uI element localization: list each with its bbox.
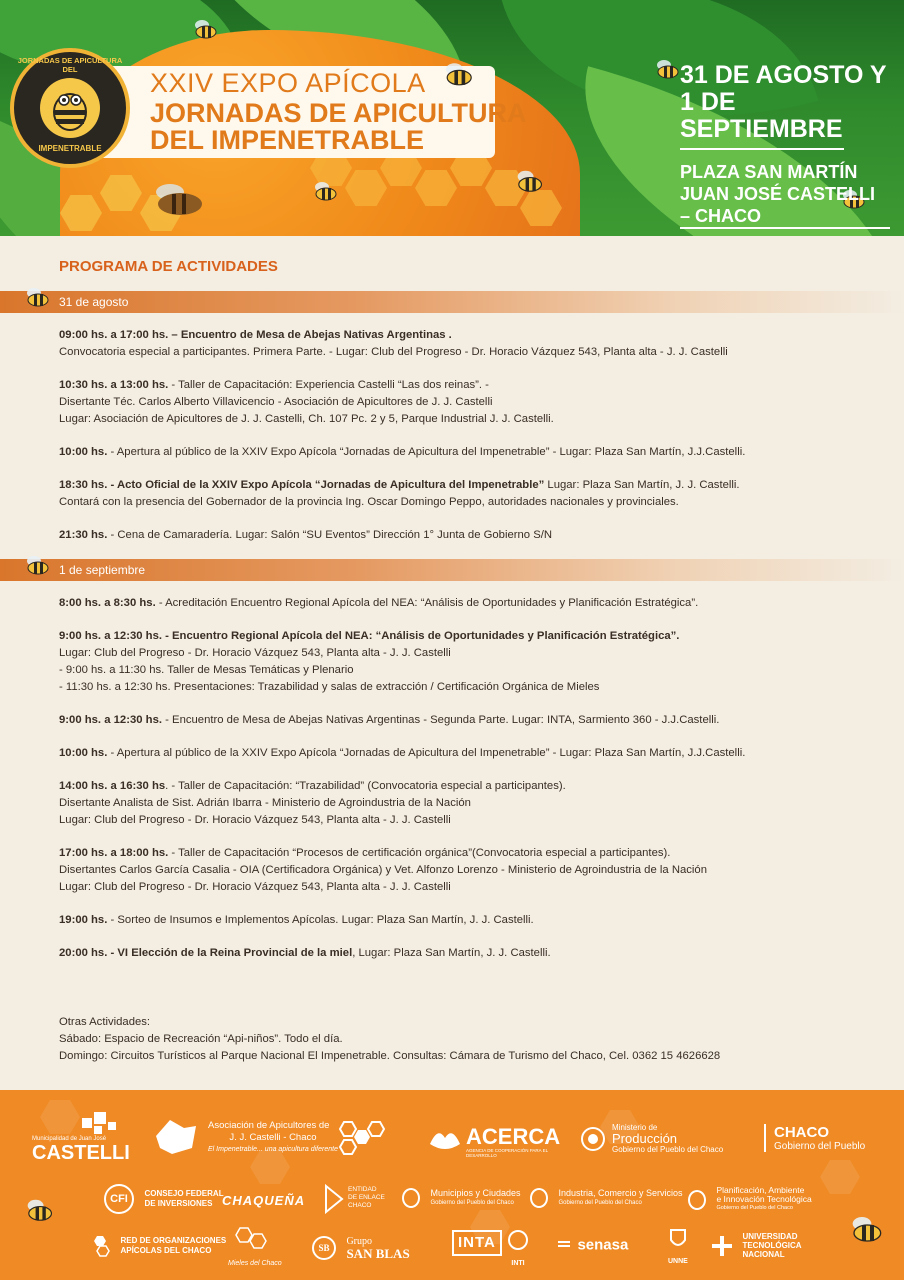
produccion-line2: Producción <box>612 1131 678 1146</box>
cfi-line1: CONSEJO FEDERAL <box>144 1189 224 1198</box>
bee-icon <box>22 1196 56 1224</box>
venue-line-1: PLAZA SAN MARTÍN <box>680 162 858 182</box>
inta-name: INTA <box>458 1234 496 1251</box>
chaquena-logo <box>222 1192 305 1210</box>
chaco-shield-icon <box>688 1190 706 1210</box>
event-detail: Contará con la presencia del Gobernador de la provincia Ing. Oscar Domingo Peppo, autoridades nacionales y provinciales. <box>59 496 679 508</box>
event-line <box>59 679 879 696</box>
sanblas-mark: SB <box>312 1236 336 1260</box>
bee-icon <box>512 168 546 194</box>
industria-line2: Gobierno del Pueblo del Chaco <box>558 1200 642 1206</box>
badge-text-top: JORNADAS DE APICULTURA DEL <box>17 56 123 74</box>
cfi-mark: CFI <box>104 1184 134 1214</box>
sponsor-footer <box>0 1090 904 1280</box>
planificacion-line1: Planificación, Ambiente <box>716 1185 805 1195</box>
event-line <box>59 377 879 394</box>
bee-icon <box>22 285 52 309</box>
produccion-line3: Gobierno del Pueblo del Chaco <box>612 1145 724 1154</box>
otras-title: Otras Actividades: <box>59 1016 151 1028</box>
event-line <box>59 527 879 544</box>
date-line-1: 31 DE AGOSTO Y <box>680 61 887 89</box>
event-time-title: 10:30 hs. a 13:00 hs. <box>59 379 169 391</box>
programa-title: PROGRAMA DE ACTIVIDADES <box>59 258 278 275</box>
event-item <box>59 527 879 544</box>
castelli-sub: Municipalidad de Juan José <box>32 1136 107 1142</box>
event-line <box>59 712 879 729</box>
sanblas-line2: SAN BLAS <box>346 1246 410 1261</box>
event-detail: - Acreditación Encuentro Regional Apícola del NEA: “Análisis de Oportunidades y Planificación Estratégica”. <box>155 597 699 609</box>
event-detail: - Sorteo de Insumos e Implementos Apícolas. Lugar: Plaza San Martín, J. J. Castelli. <box>107 914 534 926</box>
otras-line-1: Sábado: Espacio de Recreación “Api-niños”. Todo el día. <box>59 1033 343 1045</box>
event-item <box>59 628 879 696</box>
utn-line3: NACIONAL <box>742 1250 785 1259</box>
planificacion-ambiente-logo <box>688 1186 812 1213</box>
asociacion-line2: J. J. Castelli - Chaco <box>229 1132 317 1143</box>
event-time-title: 10:00 hs. <box>59 446 108 458</box>
asociacion-line1: Asociación de Apicultores de <box>208 1120 330 1131</box>
event-time-title: 09:00 hs. a 17:00 hs. – Encuentro de Mesa de Abejas Nativas Argentinas . <box>59 329 452 341</box>
event-line <box>59 645 879 662</box>
hex-decoration <box>820 1160 860 1194</box>
cfi-line2: DE INVERSIONES <box>144 1199 213 1208</box>
expo-title: XXIV EXPO APÍCOLA <box>150 68 426 98</box>
otras-actividades <box>59 1014 859 1065</box>
jornadas-badge-logo <box>10 48 130 168</box>
venue-line-2-text: JUAN JOSÉ CASTELLI – CHACO <box>680 183 890 229</box>
event-line <box>59 595 879 612</box>
castelli-name: CASTELLI <box>32 1142 130 1164</box>
jornadas-title-line1: JORNADAS DE APICULTURA <box>150 98 527 128</box>
entidad-triangle-icon <box>324 1184 344 1214</box>
industria-line1: Industria, Comercio y Servicios <box>558 1188 683 1198</box>
day-label: 31 de agosto <box>59 295 129 309</box>
event-line <box>59 795 879 812</box>
event-date-block <box>680 62 890 229</box>
planificacion-line2: e Innovación Tecnológica <box>716 1194 812 1204</box>
honeycomb-icon <box>234 1226 274 1252</box>
municipios-ciudades-logo <box>402 1188 521 1208</box>
day-label: 1 de septiembre <box>59 563 146 577</box>
event-detail: . - Taller de Capacitación: “Trazabilidad” (Convocatoria especial a participantes). <box>165 780 566 792</box>
event-detail: Lugar: Club del Progreso - Dr. Horacio Vázquez 543, Planta alta - J. J. Castelli <box>59 647 451 659</box>
municipios-line1: Municipios y Ciudades <box>430 1188 521 1198</box>
chaquena-name: CHAQUEÑA <box>222 1193 306 1208</box>
planificacion-line3: Gobierno del Pueblo del Chaco <box>716 1205 793 1211</box>
event-line <box>59 945 879 962</box>
event-time-title: 9:00 hs. a 12:30 hs. - Encuentro Regional Apícola del NEA: “Análisis de Oportunidades y Planificación Estratégica”. <box>59 630 680 642</box>
chaco-shield-icon <box>530 1188 548 1208</box>
event-line <box>59 411 879 428</box>
map-chaco-icon <box>152 1118 198 1156</box>
chaco-gobierno-logo <box>764 1124 865 1152</box>
event-detail: - Apertura al público de la XXIV Expo Apícola “Jornadas de Apicultura del Impenetrable” - Lugar: Plaza San Martín, J.J.Castelli. <box>107 747 746 759</box>
event-time-title: 19:00 hs. <box>59 914 108 926</box>
event-detail: , Lugar: Plaza San Martín, J. J. Castelli. <box>352 947 551 959</box>
bee-icon <box>846 1214 886 1244</box>
date-line-2: 1 DE SEPTIEMBRE <box>680 88 843 143</box>
senasa-logo <box>558 1236 628 1254</box>
day1-event-list <box>59 327 879 560</box>
event-detail: - 9:00 hs. a 11:30 hs. Taller de Mesas Temáticas y Plenario <box>59 664 354 676</box>
utn-gear-icon <box>710 1234 734 1258</box>
event-time-title: 9:00 hs. a 12:30 hs. <box>59 714 162 726</box>
utn-line1: UNIVERSIDAD <box>742 1232 798 1241</box>
jornadas-title <box>150 100 527 154</box>
senasa-name: senasa <box>577 1236 629 1254</box>
hexagon-cluster-icon <box>92 1234 112 1258</box>
industria-comercio-logo <box>530 1188 683 1208</box>
date-divider <box>680 148 844 150</box>
event-line <box>59 394 879 411</box>
event-time-title: 14:00 hs. a 16:30 hs <box>59 780 166 792</box>
event-detail: Lugar: Asociación de Apicultores de J. J. Castelli, Ch. 107 Pc. 2 y 5, Parque Industrial J. J. Castelli. <box>59 413 554 425</box>
inti-name: INTI <box>511 1260 525 1267</box>
event-item <box>59 845 879 896</box>
asociacion-tagline: El Impenetrable... una apicultura diferente <box>208 1146 338 1153</box>
red-line2: APÍCOLAS DEL CHACO <box>120 1246 212 1255</box>
event-item <box>59 477 879 511</box>
event-line <box>59 912 879 929</box>
mieles-name: Mieles del Chaco <box>228 1260 282 1267</box>
event-detail: Lugar: Club del Progreso - Dr. Horacio Vázquez 543, Planta alta - J. J. Castelli <box>59 814 451 826</box>
bee-icon <box>22 553 52 577</box>
header-banner <box>0 0 904 236</box>
castelli-squares-icon <box>82 1112 122 1136</box>
event-line <box>59 494 879 511</box>
event-item <box>59 377 879 428</box>
bee-icon <box>310 180 340 202</box>
utn-logo <box>710 1232 802 1259</box>
event-detail: - Taller de Capacitación: Experiencia Castelli “Las dos reinas”. - <box>168 379 489 391</box>
bee-icon <box>190 18 220 40</box>
event-time-title: 8:00 hs. a 8:30 hs. <box>59 597 156 609</box>
event-item <box>59 778 879 829</box>
otras-line-2: Domingo: Circuitos Turísticos al Parque Nacional El Impenetrable. Consultas: Cámara de Turismo del Chaco, Cel. 0362 15 4626628 <box>59 1050 721 1062</box>
jornadas-title-line2: DEL IMPENETRABLE <box>150 125 425 155</box>
bee-photo-icon <box>148 180 208 220</box>
produccion-line1: Ministerio de <box>612 1123 658 1132</box>
event-item <box>59 595 879 612</box>
event-line <box>59 477 879 494</box>
event-detail: Disertante Analista de Sist. Adrián Ibarra - Ministerio de Agroindustria de la Nación <box>59 797 471 809</box>
chaco-line2: Gobierno del Pueblo <box>774 1141 866 1152</box>
event-time-title: 10:00 hs. <box>59 747 108 759</box>
red-organizaciones-logo <box>92 1234 226 1258</box>
event-detail: Lugar: Plaza San Martín, J. J. Castelli. <box>544 479 740 491</box>
event-detail: Disertantes Carlos García Casalia - OIA (Certificadora Orgánica) y Vet. Alfonzo Lorenzo - Ministerio de Agroindustria de la Nación <box>59 864 707 876</box>
red-line1: RED DE ORGANIZACIONES <box>120 1236 227 1245</box>
event-item <box>59 327 879 361</box>
municipios-line2: Gobierno del Pueblo del Chaco <box>430 1200 514 1206</box>
event-item <box>59 444 879 461</box>
utn-line2: TECNOLÓGICA <box>742 1241 802 1250</box>
entidad-line2: DE ENLACE <box>348 1194 385 1201</box>
day-bar-1-septiembre <box>0 559 904 581</box>
castelli-logo <box>32 1112 130 1165</box>
grupo-san-blas-logo <box>312 1236 410 1260</box>
entidad-line3: CHACO <box>348 1202 372 1209</box>
venue-line-2 <box>680 183 890 229</box>
day-bar-31-agosto <box>0 291 904 313</box>
event-detail: - 11:30 hs. a 12:30 hs. Presentaciones: Trazabilidad y salas de extracción / Certificación Orgánica de Mieles <box>59 681 600 693</box>
event-line <box>59 344 879 361</box>
event-line <box>59 812 879 829</box>
event-detail: - Cena de Camaradería. Lugar: Salón “SU Eventos” Dirección 1° Junta de Gobierno S/N <box>107 529 553 541</box>
entidad-line1: ENTIDAD <box>348 1186 377 1193</box>
event-time-title: 17:00 hs. a 18:00 hs. <box>59 847 169 859</box>
honeycomb-icon <box>336 1118 386 1158</box>
event-time-title: 21:30 hs. <box>59 529 108 541</box>
event-item <box>59 945 879 962</box>
acerca-sub: AGENCIA DE COOPERACIÓN PARA EL DESARROLLO <box>466 1148 549 1158</box>
event-line <box>59 862 879 879</box>
senasa-stripes-icon <box>558 1239 570 1251</box>
unne-logo <box>668 1228 688 1268</box>
acerca-name: ACERCA <box>466 1124 561 1149</box>
event-item <box>59 712 879 729</box>
sanblas-line1: Grupo <box>346 1236 373 1247</box>
event-item <box>59 912 879 929</box>
event-detail: Convocatoria especial a participantes. Primera Parte. - Lugar: Club del Progreso - Dr. Horacio Vázquez 543, Planta alta - J. J. Castelli <box>59 346 728 358</box>
event-line <box>59 778 879 795</box>
event-item <box>59 745 879 762</box>
event-detail: Disertante Téc. Carlos Alberto Villavicencio - Asociación de Apicultores de J. J. Castelli <box>59 396 493 408</box>
inti-logo <box>508 1230 528 1270</box>
inta-logo <box>452 1230 502 1256</box>
event-detail: Lugar: Club del Progreso - Dr. Horacio Vázquez 543, Planta alta - J. J. Castelli <box>59 881 451 893</box>
cfi-logo <box>104 1184 224 1214</box>
bee-mascot-icon <box>40 78 100 138</box>
event-line <box>59 845 879 862</box>
chaco-line1: CHACO <box>774 1124 829 1141</box>
event-detail: - Apertura al público de la XXIV Expo Apícola “Jornadas de Apicultura del Impenetrable” - Lugar: Plaza San Martín, J.J.Castelli. <box>107 446 746 458</box>
bee-icon <box>440 60 476 88</box>
event-line <box>59 628 879 645</box>
acerca-hands-icon <box>428 1124 462 1154</box>
event-line <box>59 879 879 896</box>
event-detail: - Encuentro de Mesa de Abejas Nativas Argentinas - Segunda Parte. Lugar: INTA, Sarmiento 360 - J.J.Castelli. <box>162 714 720 726</box>
event-time-title: 20:00 hs. - VI Elección de la Reina Provincial de la miel <box>59 947 353 959</box>
event-line <box>59 745 879 762</box>
bee-icon <box>652 58 682 80</box>
event-line <box>59 662 879 679</box>
event-line <box>59 327 879 344</box>
mieles-chaco-logo <box>228 1226 282 1270</box>
event-line <box>59 444 879 461</box>
event-detail: - Taller de Capacitación “Procesos de certificación orgánica”(Convocatoria especial a participantes). <box>168 847 671 859</box>
day2-event-list <box>59 595 879 978</box>
unne-name: UNNE <box>668 1258 688 1265</box>
chaco-shield-icon <box>580 1122 606 1156</box>
inti-circle-icon <box>508 1230 528 1250</box>
event-time-title: 18:30 hs. - Acto Oficial de la XXIV Expo Apícola “Jornadas de Apicultura del Impenetrable” <box>59 479 545 491</box>
unne-shield-icon <box>669 1228 687 1250</box>
chaco-shield-icon <box>402 1188 420 1208</box>
badge-text-bottom: IMPENETRABLE <box>38 144 102 153</box>
